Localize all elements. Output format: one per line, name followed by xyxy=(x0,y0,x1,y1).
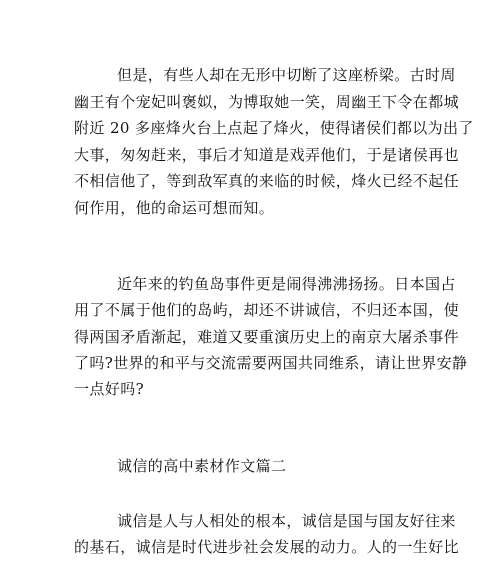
paragraph-line: 一点好吗? xyxy=(74,380,145,398)
paragraph-line: 用了不属于他们的岛屿，却还不讲诚信，不归还本国，使 xyxy=(74,301,460,319)
paragraph-line: 不相信他了，等到敌军真的来临的时候，烽火已经不起任 xyxy=(74,172,460,190)
paragraph-line: 幽王有个宠妃叫褒姒，为博取她一笑，周幽王下令在都城 xyxy=(74,93,460,111)
paragraph-line: 了吗?世界的和平与交流需要两国共同维系，请让世界安静 xyxy=(74,354,468,372)
paragraph-line: 的基石，诚信是时代进步社会发展的动力。人的一生好比 xyxy=(74,538,460,556)
paragraph-line: 附近 20 多座烽火台上点起了烽火，使得诸侯们都以为出了 xyxy=(74,119,474,137)
section-heading: 诚信的高中素材作文篇二 xyxy=(117,457,287,475)
paragraph-line: 但是，有些人却在无形中切断了这座桥梁。古时周 xyxy=(117,66,456,84)
paragraph-line: 大事，匆匆赶来，事后才知道是戏弄他们，于是诸侯再也 xyxy=(74,146,460,164)
paragraph-line: 诚信是人与人相处的根本，诚信是国与国友好往来 xyxy=(117,512,456,530)
paragraph-line: 得两国矛盾渐起，难道又要重演历史上的南京大屠杀事件 xyxy=(74,328,460,346)
paragraph-line: 近年来的钓鱼岛事件更是闹得沸沸扬扬。日本国占 xyxy=(117,275,456,293)
paragraph-line: 何作用，他的命运可想而知。 xyxy=(74,199,275,217)
